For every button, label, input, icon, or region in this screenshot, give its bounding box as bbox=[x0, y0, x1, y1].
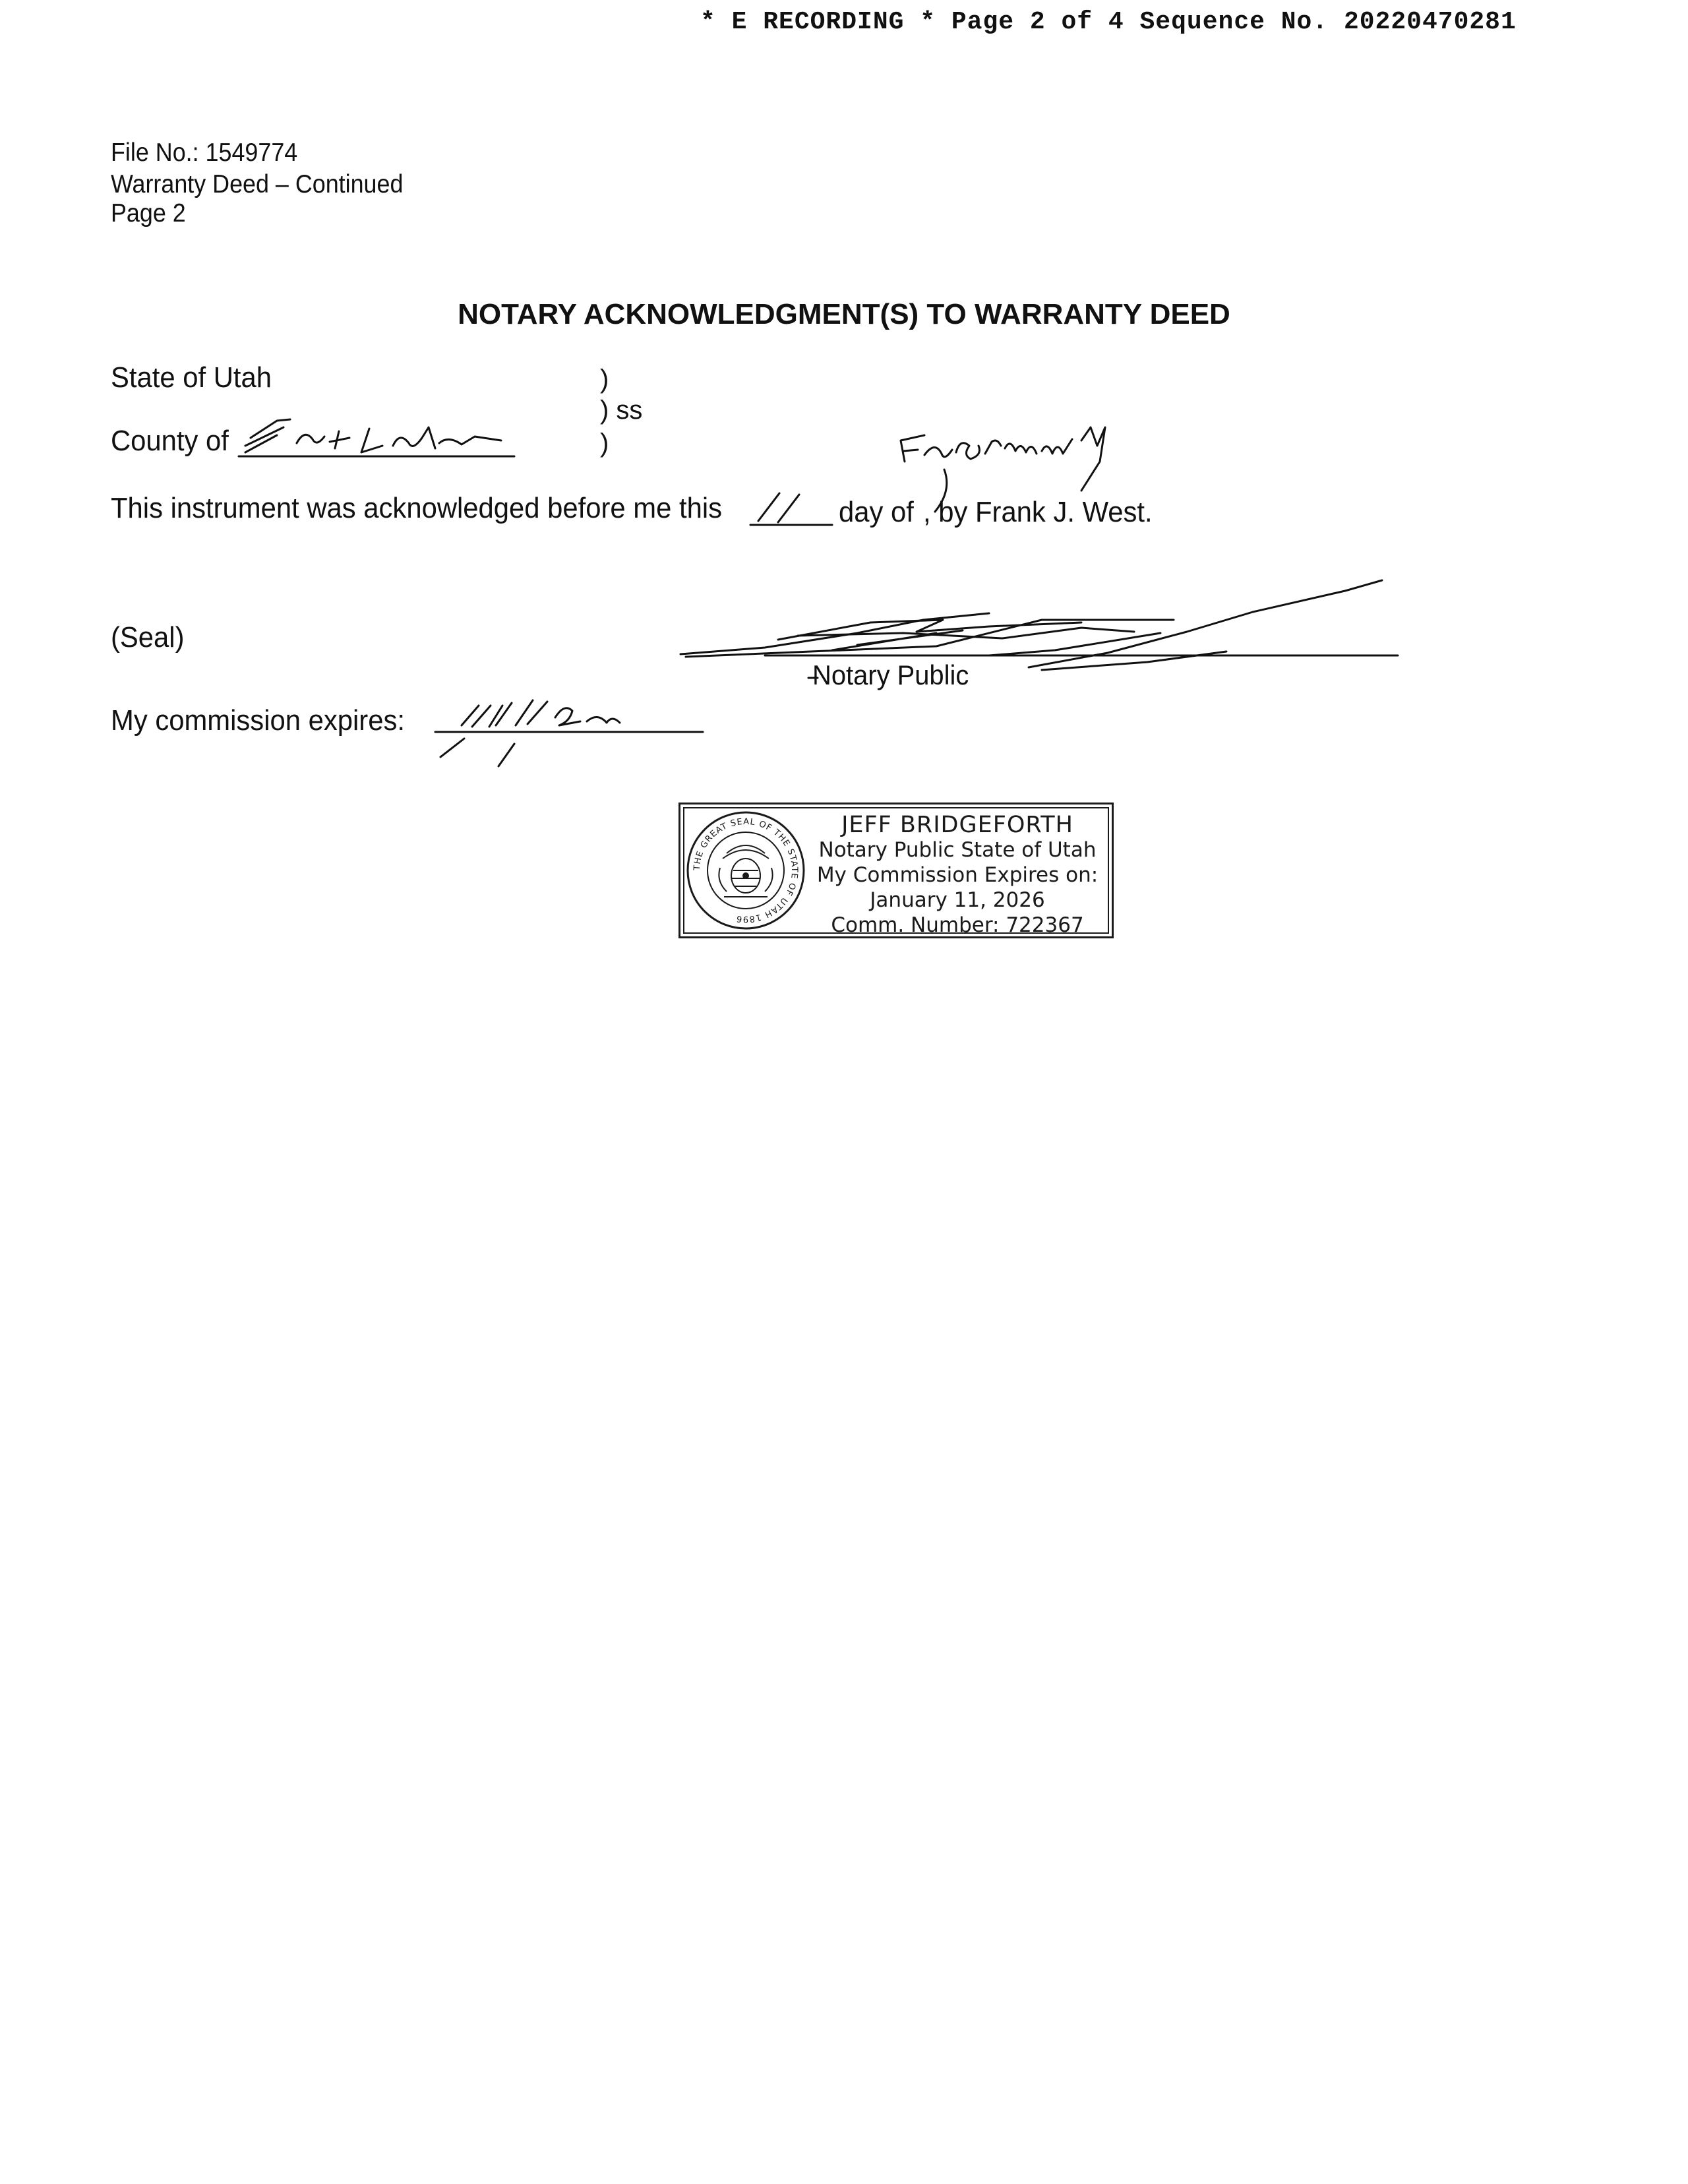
notary-signature bbox=[680, 580, 1382, 670]
notary-public-label: Notary Public bbox=[812, 659, 969, 690]
state-seal-icon bbox=[683, 804, 808, 934]
commission-date-handwriting bbox=[440, 700, 620, 766]
seal-ring-text: THE GREAT SEAL OF THE STATE OF UTAH 1896 bbox=[692, 816, 800, 925]
stamp-line-commission: My Commission Expires on: bbox=[816, 863, 1099, 887]
day-handwriting bbox=[758, 493, 799, 522]
document-title: Warranty Deed – Continued bbox=[111, 170, 404, 198]
month-handwriting bbox=[901, 427, 1105, 512]
state-label: State of Utah bbox=[111, 361, 272, 394]
page-heading: NOTARY ACKNOWLEDGMENT(S) TO WARRANTY DEED bbox=[458, 298, 1230, 330]
file-number: File No.: 1549774 bbox=[111, 138, 298, 167]
county-handwriting bbox=[245, 419, 501, 452]
recording-header: * E RECORDING * Page 2 of 4 Sequence No. 20220470281 bbox=[700, 8, 1517, 36]
acknowledgment-text-mid: day of bbox=[839, 496, 914, 528]
stamp-notary-name: JEFF BRIDGEFORTH bbox=[841, 812, 1073, 838]
stamp-line-comm-number: Comm. Number: 722367 bbox=[831, 913, 1084, 937]
acknowledgment-text-end: , by Frank J. West. bbox=[923, 496, 1153, 528]
acknowledgment-text-start: This instrument was acknowledged before me this bbox=[111, 492, 723, 524]
venue-paren-3: ) bbox=[600, 429, 609, 458]
page-label: Page 2 bbox=[111, 199, 186, 228]
seal-label: (Seal) bbox=[111, 621, 185, 653]
venue-ss: ) ss bbox=[600, 396, 643, 425]
stamp-line-notary-public: Notary Public State of Utah bbox=[818, 838, 1097, 862]
notary-stamp bbox=[678, 803, 1114, 938]
commission-expires-label: My commission expires: bbox=[111, 704, 405, 737]
stamp-line-expiry-date: January 11, 2026 bbox=[870, 888, 1045, 912]
county-label: County of bbox=[111, 425, 229, 457]
venue-paren-1: ) bbox=[600, 365, 609, 394]
